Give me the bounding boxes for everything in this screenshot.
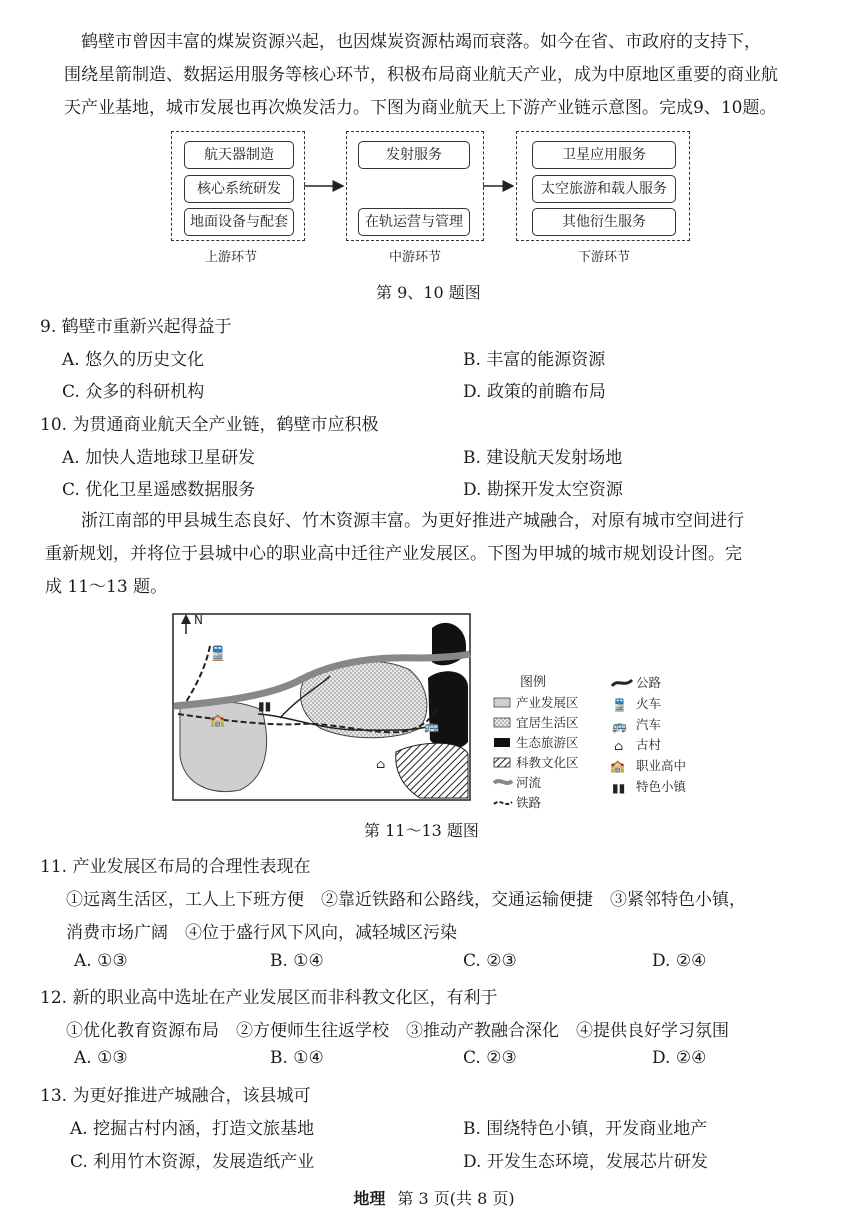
q12-stem: 12. 新的职业高中选址在产业发展区而非科教文化区，有利于: [40, 988, 498, 1008]
q10-option-d: D. 勘探开发太空资源: [463, 480, 623, 500]
q13-option-a: A. 挖掘古村内涵，打造文旅基地: [70, 1119, 315, 1139]
legend-item: 公路: [636, 675, 662, 690]
train-station-icon: 🚆: [209, 646, 227, 662]
intro-1-line: 鹤壁市曾因丰富的煤炭资源兴起，也因煤炭资源枯竭而衰落。如今在省、市政府的支持下，: [81, 32, 761, 52]
q9-option-b: B. 丰富的能源资源: [463, 350, 606, 370]
legend-icon-village: ⌂: [614, 739, 624, 753]
legend-item: 宜居生活区: [516, 715, 579, 730]
downstream-item: 其他衍生服务: [532, 208, 676, 236]
legend-swatch-residential: [494, 718, 510, 727]
legend-item: 火车: [636, 696, 662, 711]
legend-swatch-rail: [494, 802, 512, 804]
footer-subject: 地理: [353, 1189, 386, 1208]
q10-stem: 10. 为贯通商业航天全产业链，鹤壁市应积极: [40, 415, 379, 435]
upstream-item: 核心系统研发: [184, 175, 294, 203]
q11-option-a: A. ①③: [74, 951, 128, 971]
q13-option-b: B. 围绕特色小镇，开发商业地产: [463, 1119, 708, 1139]
legend-title: 图例: [520, 675, 547, 690]
intro-2-line: 浙江南部的甲县城生态良好、竹木资源丰富。为更好推进产城融合，对原有城市空间进行: [81, 511, 744, 531]
intro-passage-2: [45, 505, 825, 604]
legend-item: 铁路: [516, 795, 542, 810]
legend-swatch-eco: [494, 738, 510, 747]
downstream-label: 下游环节: [578, 250, 631, 265]
q12-option-b: B. ①④: [270, 1048, 324, 1068]
q9-option-a: A. 悠久的历史文化: [62, 350, 205, 370]
legend-item: 产业发展区: [516, 695, 579, 710]
q11-statement: 消费市场广阔 ④位于盛行风下风向，减轻城区污染: [66, 923, 457, 943]
intro-1-line: 围绕星箭制造、数据运用服务等核心环节，积极布局商业航天产业，成为中原地区重要的商业航: [64, 65, 778, 85]
legend-item: 汽车: [636, 717, 662, 732]
q11-option-c: C. ②③: [463, 951, 517, 971]
downstream-item: 卫星应用服务: [532, 141, 676, 169]
eco-tourism-zone: [428, 671, 468, 749]
intro-2-line: 重新规划，并将位于县城中心的职业高中迁往产业发展区。下图为甲城的城市规划设计图。完: [45, 544, 742, 564]
legend-item: 生态旅游区: [516, 735, 579, 750]
q13-option-d: D. 开发生态环境，发展芯片研发: [463, 1152, 708, 1172]
upstream-item: 航天器制造: [184, 141, 294, 169]
q12-statement: ①优化教育资源布局 ②方便师生往返学校 ③推动产教融合深化 ④提供良好学习氛围: [66, 1021, 729, 1041]
legend-icon-school: 🏫: [610, 759, 625, 773]
legend-swatch-road: [612, 680, 632, 686]
legend-item: 科教文化区: [516, 755, 579, 770]
legend-icon-train: 🚆: [612, 698, 627, 712]
chain-arrows: [0, 0, 868, 300]
legend-item: 河流: [516, 775, 542, 790]
north-label: N: [194, 613, 203, 627]
q10-option-c: C. 优化卫星遥感数据服务: [62, 480, 256, 500]
legend-swatch-industrial: [494, 698, 510, 707]
feature-town-icon: ▮▮: [258, 699, 272, 713]
midstream-label: 中游环节: [389, 250, 442, 265]
q13-option-c: C. 利用竹木资源，发展造纸产业: [70, 1152, 315, 1172]
q12-option-a: A. ①③: [74, 1048, 128, 1068]
intro-1-line: 天产业基地，城市发展也再次焕发活力。下图为商业航天上下游产业链示意图。完成9、10题。: [64, 98, 777, 118]
figure-1-caption: 第 9、10 题图: [376, 283, 481, 302]
midstream-item: 发射服务: [358, 141, 470, 169]
q13-stem: 13. 为更好推进产城融合，该县城可: [40, 1086, 311, 1106]
legend-icon-bus: 🚌: [612, 719, 627, 733]
page-footer: [0, 1186, 868, 1209]
legend-icon-town: ▮▮: [612, 781, 626, 795]
q11-option-b: B. ①④: [270, 951, 324, 971]
upstream-item: 地面设备与配套: [184, 208, 294, 236]
industry-chain-diagram: [0, 0, 868, 300]
upstream-label: 上游环节: [205, 250, 258, 265]
midstream-item: 在轨运营与管理: [358, 208, 470, 236]
legend-item: 职业高中: [636, 758, 687, 773]
q9-stem: 9. 鹤壁市重新兴起得益于: [40, 317, 232, 337]
vocational-school-icon: 🏫: [210, 713, 225, 727]
q9-option-d: D. 政策的前瞻布局: [463, 382, 606, 402]
intro-2-line: 成 11～13 题。: [45, 577, 168, 597]
ancient-village-icon: ⌂: [376, 757, 386, 771]
downstream-item: 太空旅游和载人服务: [532, 175, 676, 203]
legend-item: 古村: [636, 737, 662, 752]
legend-item: 特色小镇: [636, 779, 687, 794]
q10-option-a: A. 加快人造地球卫星研发: [62, 448, 256, 468]
footer-page-number: 第 3 页(共 8 页): [397, 1189, 515, 1208]
town-planning-map: [0, 606, 868, 846]
q11-option-d: D. ②④: [652, 951, 707, 971]
q10-option-b: B. 建设航天发射场地: [463, 448, 623, 468]
bus-station-icon: 🚌: [424, 719, 439, 733]
legend-swatch-sci-edu: [494, 758, 510, 767]
q12-option-d: D. ②④: [652, 1048, 707, 1068]
q11-statement: ①远离生活区，工人上下班方便 ②靠近铁路和公路线，交通运输便捷 ③紧邻特色小镇，: [66, 890, 746, 910]
q12-option-c: C. ②③: [463, 1048, 517, 1068]
q9-option-c: C. 众多的科研机构: [62, 382, 205, 402]
q11-stem: 11. 产业发展区布局的合理性表现在: [40, 857, 311, 877]
figure-2-caption: 第 11～13 题图: [364, 821, 479, 840]
legend-swatch-river: [494, 781, 512, 783]
